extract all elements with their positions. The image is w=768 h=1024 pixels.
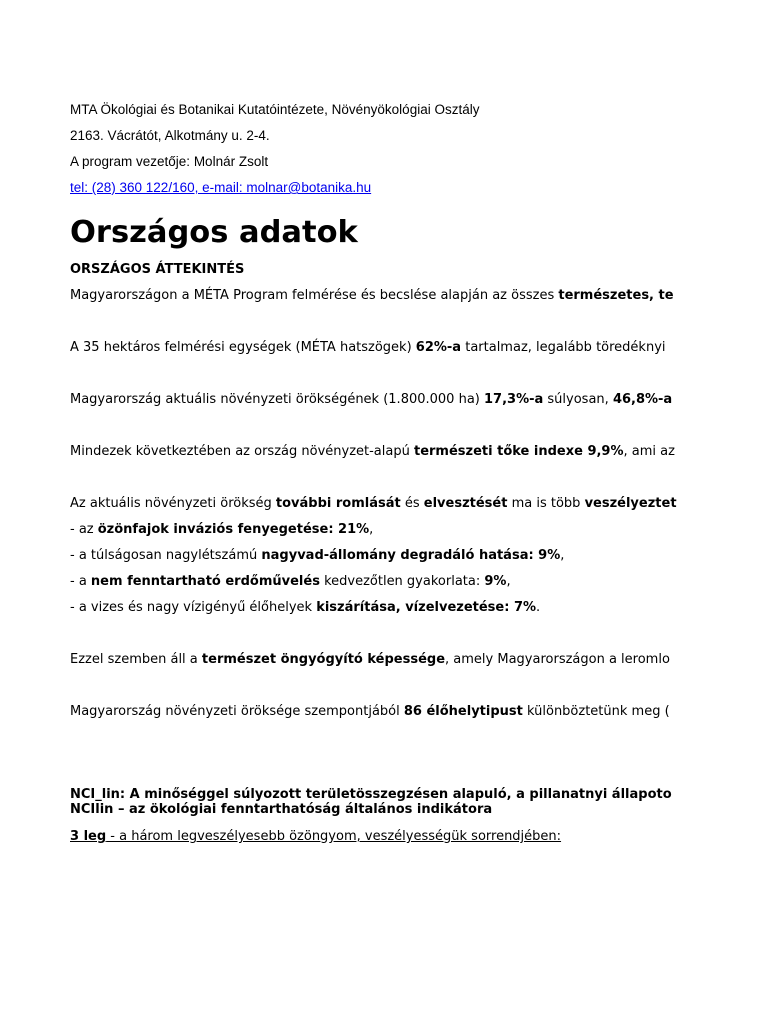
contact-link[interactable]: tel: (28) 360 122/160, e-mail: molnar@botanika.hu xyxy=(70,180,372,195)
paragraph-2: A 35 hektáros felmérési egységek (MÉTA hatszögek) 62%-a tartalmaz, legalább töredéknyi xyxy=(70,340,666,355)
list-item: - a nem fenntartható erdőművelés kedvezőtlen gyakorlata: 9%, xyxy=(70,574,511,589)
page-title: Országos adatok xyxy=(70,215,358,250)
leg-heading: 3 leg - a három legveszélyesebb özöngyom, veszélyességük sorrendjében: xyxy=(70,829,562,844)
paragraph-6: Ezzel szemben áll a természet öngyógyító képessége, amely Magyarországon a leromlo xyxy=(70,652,670,667)
program-leader-line: A program vezetője: Molnár Zsolt xyxy=(70,154,269,169)
institute-line: MTA Ökológiai és Botanikai Kutatóintézete, Növényökológiai Osztály xyxy=(70,102,480,117)
paragraph-3: Magyarország aktuális növényzeti örökségének (1.800.000 ha) 17,3%-a súlyosan, 46,8%-a xyxy=(70,392,673,407)
list-item: - az özönfajok inváziós fenyegetése: 21%, xyxy=(70,522,374,537)
paragraph-5: Az aktuális növényzeti örökség további romlását és elvesztését ma is több veszélyeztet xyxy=(70,496,677,511)
nci-lin-definition: NCI_lin: A minőséggel súlyozott területösszegzésen alapuló, a pillanatnyi állapoto xyxy=(70,787,672,802)
ncilin-definition: NCIlin – az ökológiai fenntarthatóság általános indikátora xyxy=(70,802,493,817)
paragraph-7: Magyarország növényzeti öröksége szempontjából 86 élőhelytipust különböztetünk meg ( xyxy=(70,704,670,719)
address-line: 2163. Vácrátót, Alkotmány u. 2-4. xyxy=(70,128,270,143)
list-item: - a vizes és nagy vízigényű élőhelyek kiszárítása, vízelvezetése: 7%. xyxy=(70,600,541,615)
paragraph-1: Magyarországon a MÉTA Program felmérése és becslése alapján az összes természetes, te xyxy=(70,288,674,303)
paragraph-4: Mindezek következtében az ország növényzet-alapú természeti tőke indexe 9,9%, ami az xyxy=(70,444,675,459)
list-item: - a túlságosan nagylétszámú nagyvad-állomány degradáló hatása: 9%, xyxy=(70,548,565,563)
document-page xyxy=(70,0,677,1024)
section-heading: ORSZÁGOS ÁTTEKINTÉS xyxy=(70,262,245,277)
